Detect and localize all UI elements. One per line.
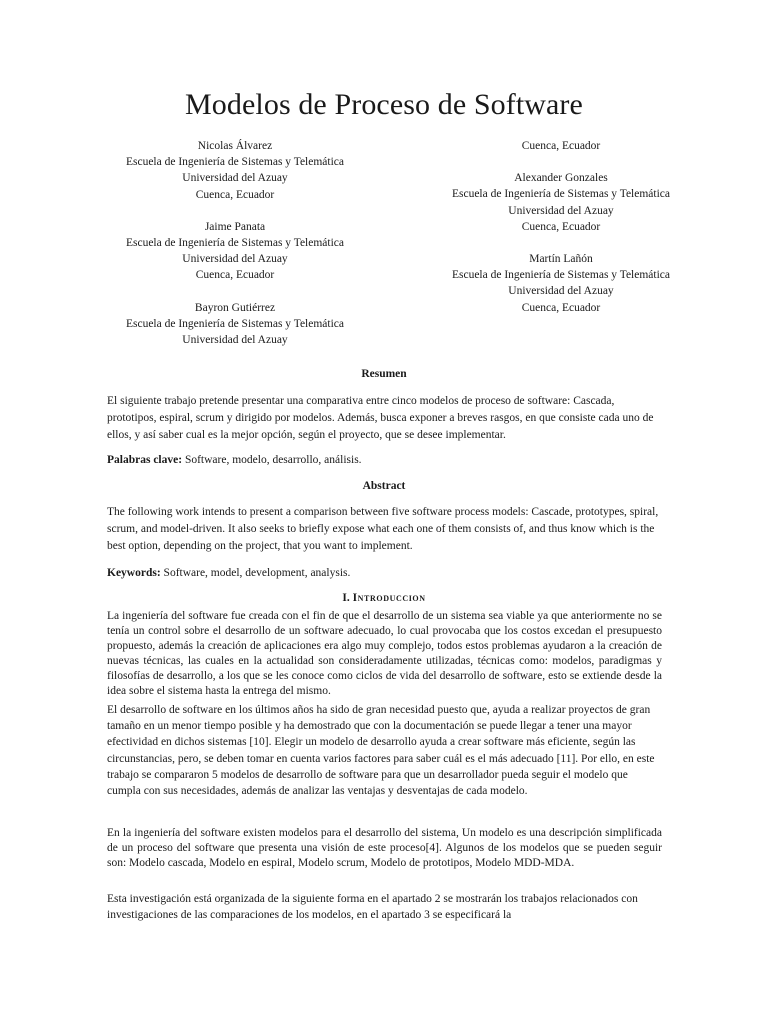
abstract-text: The following work intends to present a comparison between five software process models: Cascade, prototypes, spiral, scrum, and model-driven. It also seeks to briefly expose what each one of them consists of, and thus know which is the best option, depending on the project, that you want to implement. <box>107 506 659 552</box>
author-affiliation: Escuela de Ingeniería de Sistemas y Telemática <box>125 237 345 250</box>
resumen-text: El siguiente trabajo pretende presentar una comparativa entre cinco modelos de proceso de software: Cascada, prototipos, espiral, scrum y dirigido por modelos. Además, busca exponer a breves rasgos, en que consiste cada uno de ellos, y así saber cual es la mejor opción, según el proyecto, que se desee implementar. <box>107 395 654 441</box>
author-affiliation: Cuenca, Ecuador <box>195 269 275 282</box>
keywords-text: Software, modelo, desarrollo, análisis. <box>182 454 362 466</box>
section-title: Introduccion <box>352 592 426 604</box>
author-name: Bayron Gutiérrez <box>194 301 276 314</box>
resumen-keywords <box>107 452 662 469</box>
abstract-keywords <box>107 565 662 582</box>
author-affiliation: Universidad del Azuay <box>182 172 288 185</box>
author-block <box>100 138 370 203</box>
author-affiliation: Universidad del Azuay <box>508 204 614 217</box>
author-name: Nicolas Álvarez <box>197 140 273 152</box>
author-name: Alexander Gonzales <box>514 172 608 185</box>
author-affiliation: Universidad del Azuay <box>182 334 288 347</box>
author-name: Jaime Panata <box>204 220 266 233</box>
author-affiliation: Universidad del Azuay <box>508 285 614 298</box>
intro-paragraph: El desarrollo de software en los últimos años ha sido de gran necesidad puesto que, ayuda a realizar proyectos de gran tamaño en un menor tiempo posible y ha demostrado que con la documentación se puede llegar a tener una mayor efectividad en dichos sistemas [10]. Elegir un modelo de desarrollo ayuda a crear software más eficiente, según las circunstancias, pero, se deben tomar en cuenta varios factores para saber cuál es el más adecuado [11]. Por ello, en este trabajo se compararon 5 modelos de desarrollo de software para que un desarrollador pueda seguir el modelo que cumpla con sus necesidades, además de analizar las ventajas y desventajas de cada modelo. <box>107 704 655 798</box>
resumen-heading: Resumen <box>361 368 407 380</box>
author-block <box>426 138 696 154</box>
abstract-heading: Abstract <box>362 480 406 492</box>
keywords-label: Palabras clave: <box>107 454 183 466</box>
intro-paragraph: La ingeniería del software fue creada con el fin de que el desarrollo de un sistema sea viable ya que anteriormente no se tenía un control sobre el desarrollo de un software adecuado, lo cual provocaba que los costos excedan el presupuesto propuesto, además la creación de aplicaciones era algo muy complejo, todos estos problemas ayudaron a la creación de nuevas técnicas, las cuales en la actualidad son consideradamente utilizadas, técnicas como: modelos, paradigmas y filosofías de desarrollo, a los que se les conoce como ciclos de vida del desarrollo de software, esto se extiende desde la idea sobre el sistema hasta la entrega del mismo. <box>107 610 662 697</box>
author-list <box>100 138 696 364</box>
section-number: I. <box>342 592 350 604</box>
author-affiliation: Escuela de Ingeniería de Sistemas y Telemática <box>125 317 345 330</box>
introduction-heading <box>0 592 768 604</box>
paper-title: Modelos de Proceso de Software <box>185 88 583 121</box>
author-affiliation: Cuenca, Ecuador <box>521 140 601 152</box>
author-column-left <box>100 138 370 364</box>
author-block <box>426 251 696 316</box>
author-affiliation: Cuenca, Ecuador <box>521 220 601 233</box>
author-name: Martín Lañón <box>529 253 593 266</box>
author-block <box>100 219 370 284</box>
author-affiliation: Escuela de Ingeniería de Sistemas y Telemática <box>125 156 345 169</box>
author-affiliation: Universidad del Azuay <box>182 253 288 266</box>
author-affiliation: Escuela de Ingeniería de Sistemas y Telemática <box>451 188 671 201</box>
intro-paragraph: Esta investigación está organizada de la siguiente forma en el apartado 2 se mostrarán los trabajos relacionados con investigaciones de las comparaciones de los modelos, en el apartado 3 se especificará la <box>107 893 638 921</box>
author-affiliation: Cuenca, Ecuador <box>195 188 275 201</box>
author-column-right <box>426 138 696 364</box>
keywords-label: Keywords: <box>107 567 161 579</box>
intro-paragraph: En la ingeniería del software existen modelos para el desarrollo del sistema, Un modelo es una descripción simplificada de un proceso del software que presenta una visión de este proceso[4]. Algunos de los modelos que se pueden seguir son: Modelo cascada, Modelo en espiral, Modelo scrum, Modelo de prototipos, Modelo MDD-MDA. <box>107 827 662 869</box>
author-block <box>426 170 696 235</box>
keywords-text: Software, model, development, analysis. <box>160 567 351 579</box>
author-affiliation: Escuela de Ingeniería de Sistemas y Telemática <box>451 269 671 282</box>
author-block <box>100 300 370 349</box>
author-affiliation: Cuenca, Ecuador <box>521 301 601 314</box>
